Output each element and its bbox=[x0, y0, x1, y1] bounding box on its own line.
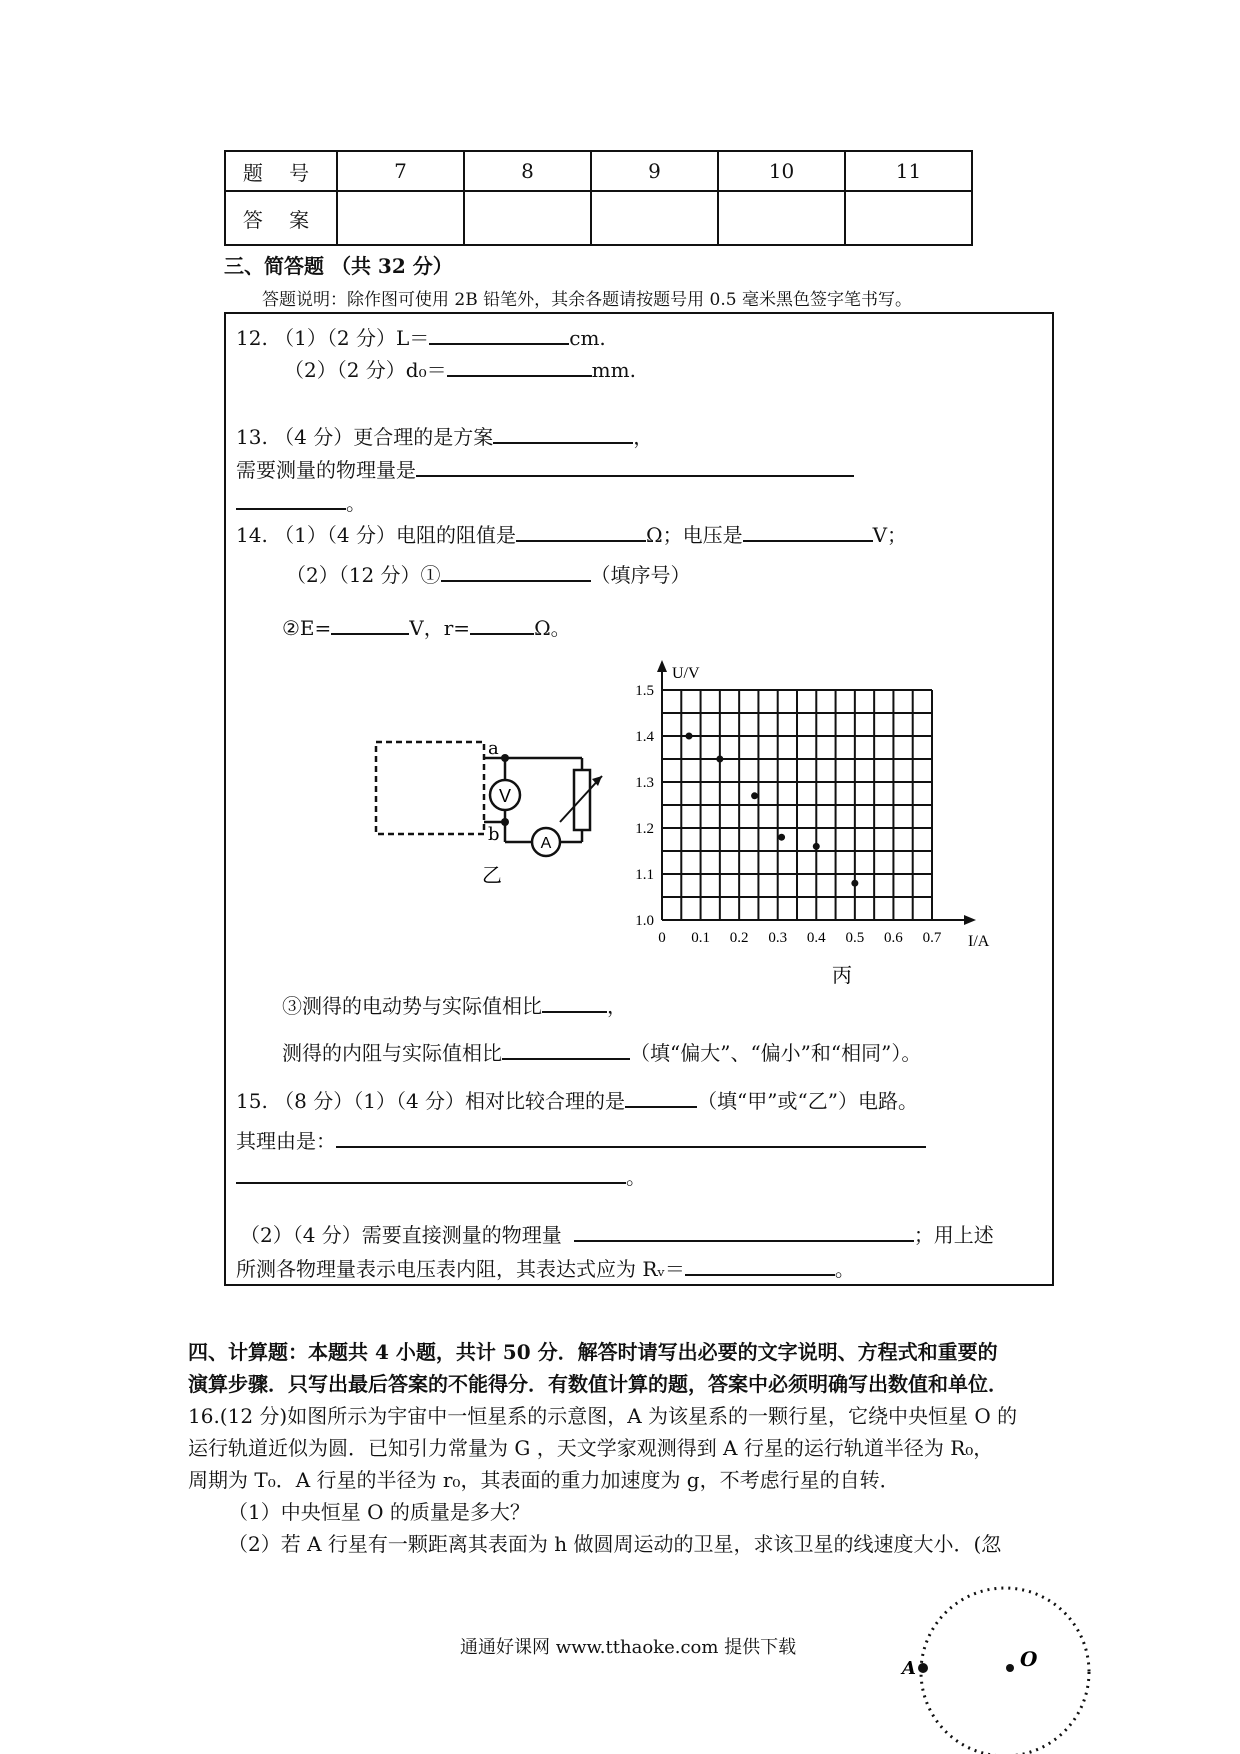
table-header-label: 题 号 bbox=[225, 151, 337, 191]
q15-line4 bbox=[240, 1222, 994, 1247]
q13-blank-quantity[interactable] bbox=[416, 457, 854, 477]
q14-line2 bbox=[286, 562, 691, 587]
q14-l4-suffix: ， bbox=[607, 994, 627, 1018]
q15-blank-rv[interactable] bbox=[685, 1256, 835, 1276]
data-point bbox=[813, 843, 820, 850]
q14-l4-prefix: ③测得的电动势与实际值相比 bbox=[282, 994, 542, 1018]
q15-line5 bbox=[236, 1256, 855, 1281]
q16-line3: 周期为 T₀．A 行星的半径为 r₀，其表面的重力加速度为 g，不考虑行星的自转． bbox=[188, 1468, 900, 1492]
y-axis-label: U/V bbox=[672, 665, 700, 682]
q12-blank-L[interactable] bbox=[429, 325, 569, 345]
question-number-7: 7 bbox=[337, 151, 464, 191]
q13-l2-prefix: 需要测量的物理量是 bbox=[236, 458, 416, 482]
answer-cell-7[interactable] bbox=[337, 191, 464, 245]
answer-cell-11[interactable] bbox=[845, 191, 972, 245]
q14-l2-prefix: （2）（12 分）① bbox=[286, 563, 441, 587]
q13-blank-quantity-cont[interactable] bbox=[236, 490, 346, 510]
x-tick-label: 0.3 bbox=[768, 930, 788, 946]
planet-a-dot bbox=[918, 1663, 928, 1673]
ui-chart bbox=[620, 660, 1040, 987]
q14-blank-voltage[interactable] bbox=[743, 522, 873, 542]
q12-l1-prefix: 12. （1）（2 分）L＝ bbox=[236, 326, 430, 350]
circuit-diagram bbox=[360, 730, 610, 890]
q13-l3-suffix: 。 bbox=[346, 491, 366, 515]
q13-l1-suffix: ， bbox=[633, 425, 654, 449]
q14-line3 bbox=[282, 615, 571, 640]
q16-line1: 16.(12 分)如图所示为宇宙中一恒星系的示意图，A 为该星系的一颗行星，它绕中央恒星 O 的 bbox=[188, 1404, 1018, 1428]
question-number-8: 8 bbox=[464, 151, 591, 191]
q15-l3-suffix: 。 bbox=[626, 1165, 646, 1189]
answer-cell-8[interactable] bbox=[464, 191, 591, 245]
q15-l1-suffix: （填“甲”或“乙”）电路。 bbox=[697, 1089, 918, 1113]
q16-part1: （1）中央恒星 O 的质量是多大？ bbox=[228, 1500, 530, 1524]
q14-blank-E[interactable] bbox=[331, 615, 409, 635]
y-axis-arrow-icon bbox=[657, 660, 667, 672]
voltmeter-icon bbox=[490, 780, 520, 810]
q14-l3-suffix: Ω。 bbox=[534, 616, 571, 640]
y-tick-label: 1.3 bbox=[635, 775, 654, 791]
question-number-11: 11 bbox=[845, 151, 972, 191]
x-tick-label: 0.5 bbox=[845, 930, 865, 946]
chart-caption: 丙 bbox=[832, 963, 852, 987]
q15-line2 bbox=[236, 1128, 926, 1153]
page-footer: 通通好课网 www.tthaoke.com 提供下载 bbox=[460, 1637, 797, 1658]
q14-line4 bbox=[282, 993, 627, 1018]
q14-blank-order[interactable] bbox=[441, 562, 591, 582]
q15-l4-prefix: （2）（4 分）需要直接测量的物理量 bbox=[240, 1223, 562, 1247]
q16-part2: （2）若 A 行星有一颗距离其表面为 h 做圆周运动的卫星，求该卫星的线速度大小．(忽 bbox=[228, 1532, 1002, 1556]
circuit-caption: 乙 bbox=[482, 863, 502, 887]
data-point bbox=[716, 756, 723, 763]
q15-blank-circuit[interactable] bbox=[625, 1088, 697, 1108]
q14-l5-prefix: 测得的内阻与实际值相比 bbox=[282, 1041, 502, 1065]
q12-l1-suffix: cm. bbox=[569, 326, 606, 350]
q14-l1-suffix: V； bbox=[872, 523, 908, 547]
q14-blank-r[interactable] bbox=[470, 615, 534, 635]
section3-note: 答题说明：除作图可使用 2B 铅笔外，其余各题请按题号用 0.5 毫米黑色签字笔书写。 bbox=[262, 290, 912, 310]
section3-title: 三、简答题 （共 32 分） bbox=[224, 254, 453, 278]
q14-l3-mid: V，r= bbox=[409, 616, 471, 640]
x-tick-label: 0.6 bbox=[884, 930, 903, 946]
star-o-dot bbox=[1006, 1664, 1014, 1672]
q15-l4-suffix: ；用上述 bbox=[913, 1223, 994, 1247]
answer-cell-10[interactable] bbox=[718, 191, 845, 245]
q15-l1-prefix: 15. （8 分）（1）（4 分）相对比较合理的是 bbox=[236, 1089, 626, 1113]
q13-blank-plan[interactable] bbox=[493, 424, 633, 444]
q15-line1 bbox=[236, 1088, 918, 1113]
question-number-10: 10 bbox=[718, 151, 845, 191]
x-tick-label: 0 bbox=[658, 930, 666, 946]
q14-blank-resistance[interactable] bbox=[516, 522, 646, 542]
x-tick-label: 0.4 bbox=[806, 930, 826, 946]
y-tick-label: 1.4 bbox=[635, 729, 654, 745]
q14-blank-emf-compare[interactable] bbox=[542, 993, 607, 1013]
orbit-path bbox=[921, 1588, 1089, 1754]
q14-l5-suffix: （填“偏大”、“偏小”和“相同”）。 bbox=[630, 1041, 922, 1065]
q15-blank-reason[interactable] bbox=[336, 1128, 926, 1148]
q15-line3 bbox=[236, 1164, 646, 1189]
q14-line5 bbox=[282, 1040, 921, 1065]
section4-line1: 四、计算题：本题共 4 小题，共计 50 分．解答时请写出必要的文字说明、方程式和重要的 bbox=[188, 1340, 998, 1364]
q12-line1 bbox=[236, 325, 606, 350]
ammeter-label: A bbox=[540, 835, 552, 852]
y-tick-label: 1.1 bbox=[635, 867, 654, 883]
data-point bbox=[778, 834, 785, 841]
q14-l3-prefix: ②E= bbox=[282, 616, 332, 640]
q12-line2 bbox=[284, 357, 636, 382]
data-point bbox=[851, 880, 858, 887]
ammeter-icon bbox=[532, 828, 560, 856]
dashed-box bbox=[376, 742, 484, 834]
q14-l2-suffix: （填序号） bbox=[590, 563, 691, 587]
x-tick-label: 0.7 bbox=[922, 930, 942, 946]
orbit-diagram bbox=[890, 1576, 1100, 1754]
terminal-a-label: a bbox=[488, 738, 499, 759]
q16-line2: 运行轨道近似为圆．已知引力常量为 G ，天文学家观测得到 A 行星的运行轨道半径为 R₀， bbox=[188, 1436, 994, 1460]
q15-l2-prefix: 其理由是： bbox=[236, 1129, 336, 1153]
x-axis-arrow-icon bbox=[964, 915, 976, 925]
q14-l1-mid: Ω；电压是 bbox=[645, 523, 743, 547]
y-tick-label: 1.2 bbox=[635, 821, 654, 837]
q13-line1 bbox=[236, 424, 653, 449]
q14-l1-prefix: 14. （1）（4 分）电阻的阻值是 bbox=[236, 523, 516, 547]
x-axis-label: I/A bbox=[968, 933, 990, 950]
x-tick-label: 0.1 bbox=[691, 930, 710, 946]
question-number-9: 9 bbox=[591, 151, 718, 191]
q15-l5-suffix: 。 bbox=[834, 1257, 855, 1281]
answer-table bbox=[224, 150, 973, 246]
section4-text bbox=[188, 1336, 1017, 1560]
q15-blank-reason-cont[interactable] bbox=[236, 1164, 626, 1184]
terminal-b-label: b bbox=[488, 824, 500, 845]
q12-l2-suffix: mm. bbox=[591, 358, 636, 382]
answer-cell-9[interactable] bbox=[591, 191, 718, 245]
table-answer-label: 答 案 bbox=[225, 191, 337, 245]
q15-l5-prefix: 所测各物理量表示电压表内阻，其表达式应为 Rᵥ＝ bbox=[236, 1257, 685, 1281]
q15-blank-measure[interactable] bbox=[574, 1222, 914, 1242]
y-tick-label: 1.5 bbox=[635, 683, 654, 699]
q13-line3 bbox=[236, 490, 366, 515]
q12-blank-d0[interactable] bbox=[447, 357, 592, 377]
x-tick-label: 0.2 bbox=[729, 930, 749, 946]
q13-l1-prefix: 13. （4 分）更合理的是方案 bbox=[236, 425, 494, 449]
section4-line2: 演算步骤．只写出最后答案的不能得分．有数值计算的题，答案中必须明确写出数值和单位． bbox=[188, 1372, 1008, 1396]
rheostat-icon bbox=[560, 770, 602, 830]
data-point bbox=[686, 733, 693, 740]
voltmeter-label: V bbox=[498, 786, 512, 806]
star-o-label: O bbox=[1020, 1647, 1038, 1671]
q14-blank-r-compare[interactable] bbox=[502, 1040, 630, 1060]
data-point bbox=[751, 792, 758, 799]
y-tick-label: 1.0 bbox=[635, 913, 654, 929]
q13-line2 bbox=[236, 457, 854, 482]
planet-a-label: A bbox=[902, 1658, 916, 1679]
q14-line1 bbox=[236, 522, 907, 547]
q12-l2-prefix: （2）（2 分）d₀＝ bbox=[284, 358, 447, 382]
chart-grid bbox=[662, 690, 932, 920]
